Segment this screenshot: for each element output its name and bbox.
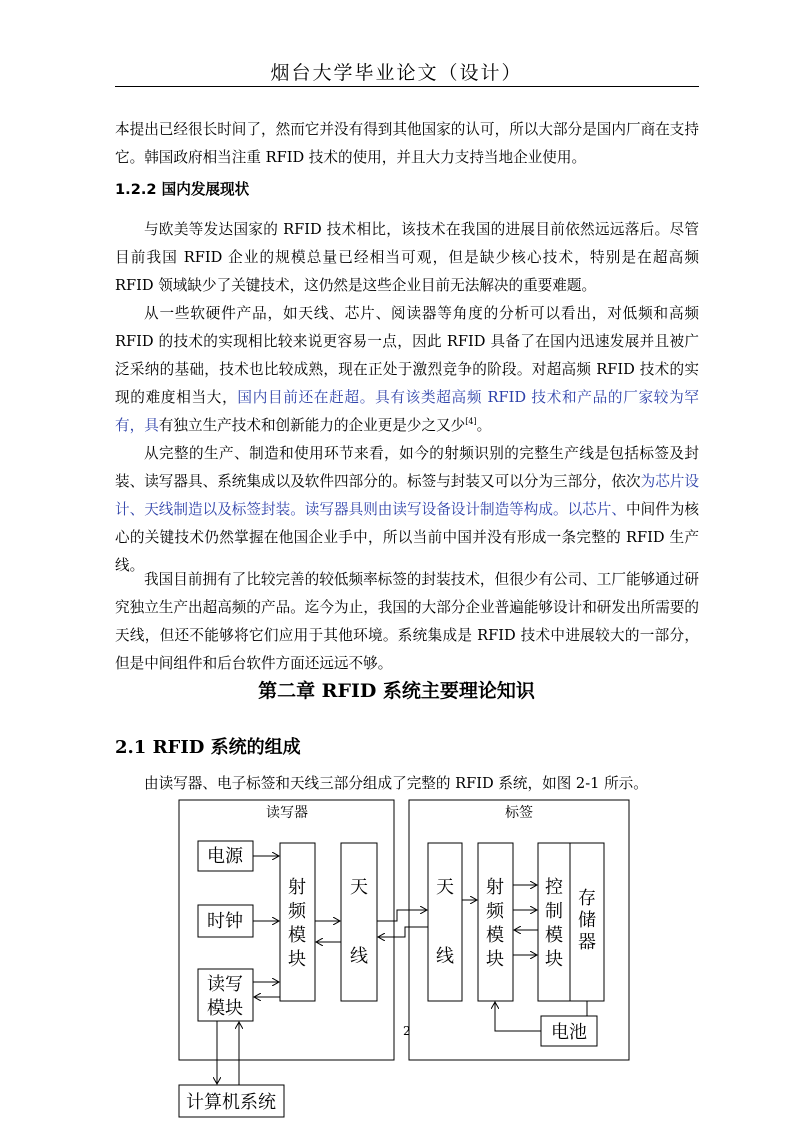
tag-rf-module-char-3: 模 — [486, 925, 504, 946]
control-module-char-3: 模 — [545, 925, 563, 946]
tag-rf-module-char-4: 块 — [486, 949, 504, 970]
reader-antenna-char-2: 线 — [350, 946, 368, 967]
paragraph-continuation: 本提出已经很长时间了，然而它并没有得到其他国家的认可，所以大部分是国内厂商在支持它。韩国政府相当注重 RFID 技术的使用，并且大力支持当地企业使用。 — [115, 121, 699, 166]
figure-intro: 由读写器、电子标签和天线三部分组成了完整的 RFID 系统，如图 2-1 所示。 — [144, 775, 648, 792]
clock-label: 时钟 — [207, 911, 243, 932]
tag-antenna-char-1: 天 — [436, 877, 454, 898]
paragraph-production-text-a: 从完整的生产、制造和使用环节来看，如今的射频识别的完整生产线是包括标签及封装、读写器具、系统集成以及软件四部分的。标签与封装又可以分为三部分，依次 — [115, 445, 699, 490]
battery-label: 电池 — [551, 1022, 587, 1043]
rf-module-char-2: 频 — [288, 901, 306, 922]
rf-module-box — [280, 843, 315, 1001]
rf-module-char-1: 射 — [288, 877, 306, 898]
tag-label: 标签 — [505, 805, 533, 821]
page-header-title: 烟台大学毕业论文（设计） — [270, 62, 523, 84]
control-module-box — [538, 843, 570, 1001]
paragraph-production-text-b: 中间件为核心的关键技术仍然掌握在他国企业手中，所以当前中国并没有形成一条完整的 RFID 生产线。 — [115, 501, 699, 574]
subsection-heading: 1.2.2 国内发展现状 — [115, 181, 250, 198]
citation-ref: [4] — [465, 417, 477, 427]
tag-antenna-char-2: 线 — [436, 946, 454, 967]
tag-rf-module-char-2: 频 — [486, 901, 504, 922]
chapter-title: 第二章 RFID 系统主要理论知识 — [258, 680, 535, 702]
control-module-char-2: 制 — [545, 901, 563, 922]
rw-module-label-1: 读写 — [207, 974, 243, 995]
tag-rf-module-box — [478, 843, 513, 1001]
control-module-char-1: 控 — [545, 877, 563, 898]
rf-module-char-3: 模 — [288, 925, 306, 946]
tag-rf-module-char-1: 射 — [486, 877, 504, 898]
power-label: 电源 — [207, 846, 243, 867]
rw-module-label-2: 模块 — [207, 998, 243, 1019]
storage-char-3: 器 — [578, 932, 596, 953]
paragraph-products-text-b: 有独立生产技术和创新能力的企业更是少之又少 — [158, 417, 466, 434]
reader-antenna-char-1: 天 — [350, 877, 368, 898]
computer-label: 计算机系统 — [186, 1092, 276, 1113]
tag-antenna-box — [428, 843, 462, 1001]
reader-antenna-box — [341, 843, 377, 1001]
control-module-char-4: 块 — [545, 949, 563, 970]
storage-char-2: 储 — [578, 910, 596, 931]
rf-module-char-4: 块 — [288, 949, 306, 970]
paragraph-products-text-a: 从一些软硬件产品，如天线、芯片、阅读器等角度的分析可以看出，对低频和高频 RFID 的技术的实现相比较来说更容易一点，因此 RFID 具备了在国内迅速发展并且被广泛采纳的基础，技术也比较成熟，现在正处于激烈竞争的阶段。对超高频 RFID 技术的实现的难度相当大， — [115, 305, 699, 406]
section-title: 2.1 RFID 系统的组成 — [115, 737, 301, 758]
paragraph-products-text-c: 。 — [476, 417, 492, 434]
paragraph-domestic-status: 与欧美等发达国家的 RFID 技术相比，该技术在我国的进展目前依然远远落后。尽管目前我国 RFID 企业的规模总量已经相当可观，但是缺少核心技术，特别是在超高频 RFID 领域缺少了关键技术，这仍然是这些企业目前无法解决的重要难题。 — [115, 221, 699, 294]
paragraph-products-highlight: 国内目前还在赶超。具有该类超高频 RFID 技术和产品的厂家较为罕有，具 — [115, 389, 699, 434]
page-number: 2 — [403, 1024, 411, 1038]
storage-char-1: 存 — [578, 888, 596, 909]
paragraph-production-highlight: 为芯片设计、天线制造以及标签封装。读写器具则由读写设备设计制造等构成。以芯片、 — [115, 473, 699, 518]
reader-label: 读写器 — [266, 805, 308, 821]
paragraph-packaging: 我国目前拥有了比较完善的较低频率标签的封装技术，但很少有公司、工厂能够通过研究独立生产出超高频的产品。迄今为止，我国的大部分企业普遍能够设计和研发出所需要的天线，但还不能够将它们应用于其他环境。系统集成是 RFID 技术中进展较大的一部分，但是中间组件和后台软件方面还远远不够。 — [115, 571, 699, 672]
